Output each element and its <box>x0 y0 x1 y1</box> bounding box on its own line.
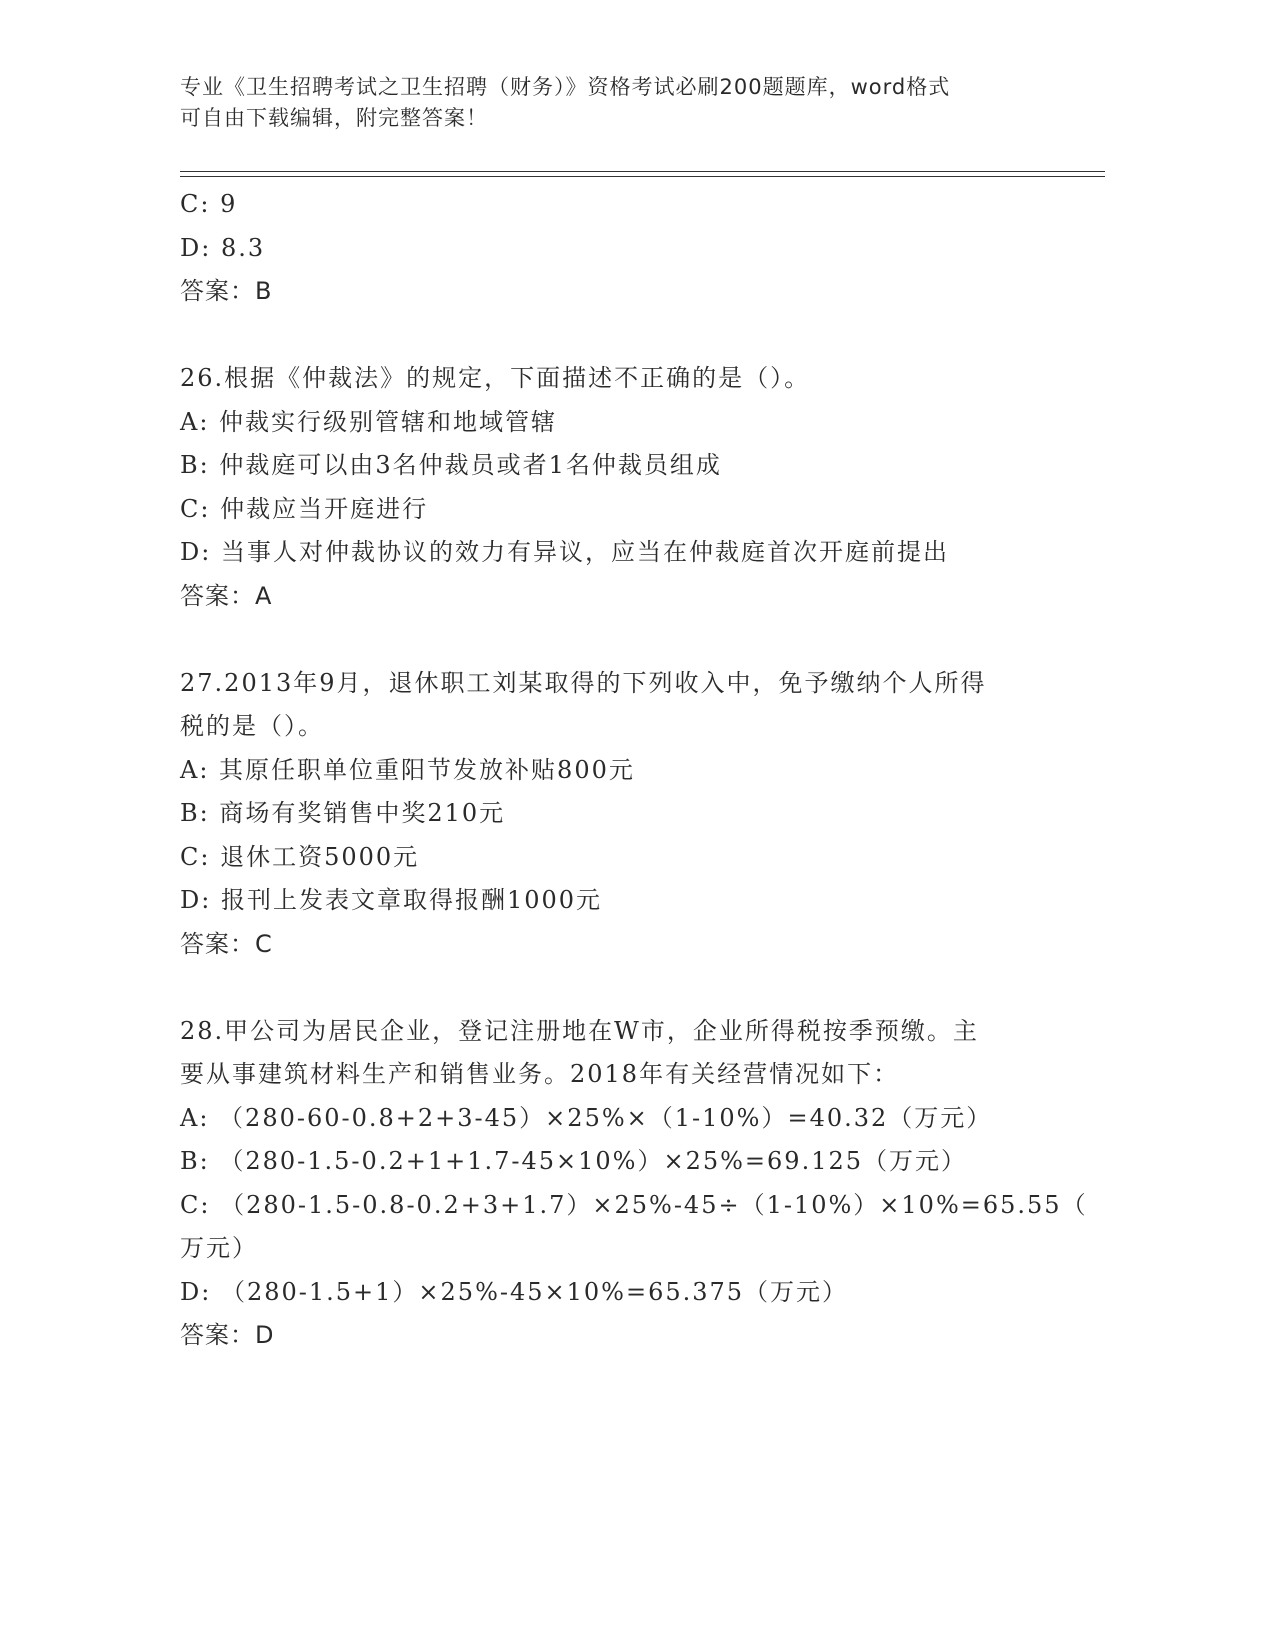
question-27 <box>180 662 1080 967</box>
option-c: C: 退休工资5000元 <box>180 842 420 871</box>
header-divider-top <box>180 171 1105 172</box>
option-c-line-1: C: （280-1.5-0.8-0.2+3+1.7）×25%-45÷（1-10%）×10%=65.55（ <box>180 1190 1088 1219</box>
spacer <box>180 618 1080 662</box>
document-body <box>180 183 1088 1358</box>
answer-line: 答案：A <box>180 581 273 610</box>
option-a: A: 其原任职单位重阳节发放补贴800元 <box>180 755 635 784</box>
option-b: B: （280-1.5-0.2+1+1.7-45×10%）×25%=69.125（万元） <box>180 1147 968 1175</box>
question-26 <box>180 357 1080 618</box>
option-c-line-2: 万元） <box>180 1234 258 1262</box>
question-28 <box>180 1010 1088 1358</box>
option-c: C: 仲裁应当开庭进行 <box>180 494 429 523</box>
question-stem: 26.根据《仲裁法》的规定，下面描述不正确的是（）。 <box>180 364 811 392</box>
option-d: D: 当事人对仲裁协议的效力有异议，应当在仲裁庭首次开庭前提出 <box>180 538 949 566</box>
answer-line: 答案：B <box>180 277 273 305</box>
option-d: D: 报刊上发表文章取得报酬1000元 <box>180 886 603 914</box>
question-25-tail <box>180 183 1080 314</box>
option-a: A: （280-60-0.8+2+3-45）×25%×（1-10%）=40.32（万元） <box>180 1103 993 1132</box>
option-c: C: 9 <box>180 190 238 218</box>
answer-line: 答案：C <box>180 929 273 958</box>
question-stem-line-1: 27.2013年9月，退休职工刘某取得的下列收入中，免予缴纳个人所得 <box>180 668 987 697</box>
document-header <box>180 72 1040 134</box>
header-title-line-2: 可自由下载编辑，附完整答案！ <box>180 106 488 130</box>
spacer <box>180 314 1080 358</box>
question-stem-line-2: 税的是（）。 <box>180 712 324 740</box>
answer-line: 答案：D <box>180 1321 275 1349</box>
option-d: D: （280-1.5+1）×25%-45×10%=65.375（万元） <box>180 1277 849 1306</box>
header-title-line-1: 专业《卫生招聘考试之卫生招聘（财务）》资格考试必刷200题题库，word格式 <box>180 75 951 99</box>
spacer <box>180 966 1080 1010</box>
option-b: B: 商场有奖销售中奖210元 <box>180 799 506 827</box>
option-a: A: 仲裁实行级别管辖和地域管辖 <box>180 407 558 436</box>
option-d: D: 8.3 <box>180 233 266 262</box>
header-divider-bottom <box>180 176 1105 177</box>
option-b: B: 仲裁庭可以由3名仲裁员或者1名仲裁员组成 <box>180 451 722 479</box>
question-stem-line-1: 28.甲公司为居民企业，登记注册地在W市，企业所得税按季预缴。主 <box>180 1016 979 1045</box>
question-stem-line-2: 要从事建筑材料生产和销售业务。2018年有关经营情况如下： <box>180 1060 900 1088</box>
